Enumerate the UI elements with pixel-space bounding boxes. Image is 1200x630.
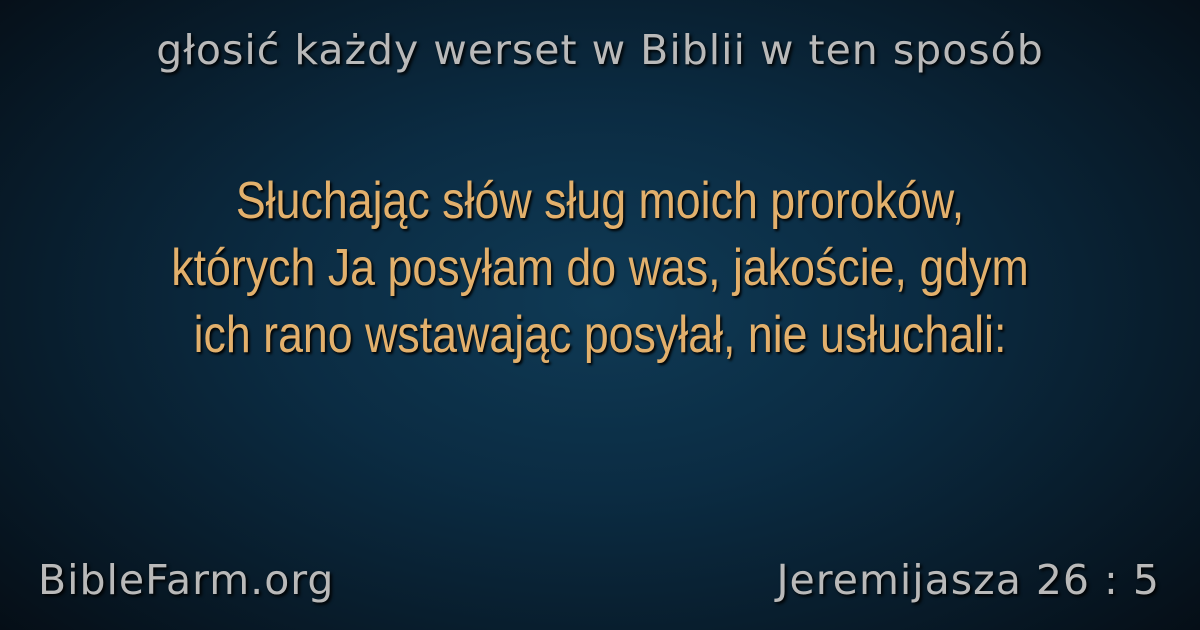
verse-line: których Ja posyłam do was, jakoście, gdym: [171, 239, 1029, 298]
tagline: głosić każdy werset w Biblii w ten sposób: [156, 26, 1044, 74]
verse-text: [118, 168, 1081, 369]
verse-reference: Jeremijasza 26 : 5: [776, 556, 1160, 604]
verse-line: ich rano wstawając posyłał, nie usłuchali:: [193, 306, 1007, 365]
site-name: BibleFarm.org: [38, 556, 335, 604]
verse-line: Słuchając słów sług moich proroków,: [235, 172, 965, 230]
